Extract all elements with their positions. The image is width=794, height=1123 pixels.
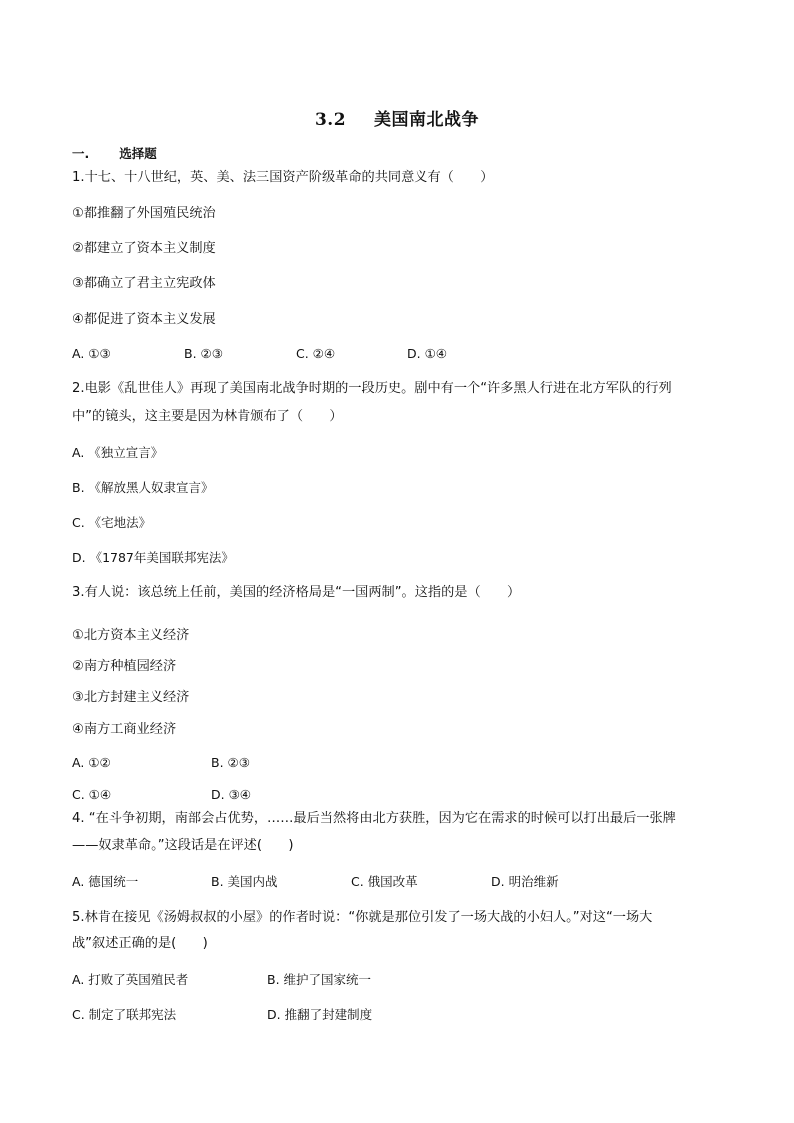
section-heading (72, 145, 157, 163)
q1-option-d: D. ①④ (407, 346, 447, 361)
section-text: 选择题 (119, 146, 157, 161)
q2-option-b: B. 《解放黑人奴隶宣言》 (72, 480, 214, 495)
q3-option-c: C. ①④ (72, 787, 112, 802)
q4-stem-line-2: ——奴隶革命。”这段话是在评述( ) (72, 838, 294, 853)
q5-stem-line-1: 5.林肯在接见《汤姆叔叔的小屋》的作者时说：“你就是那位引发了一场大战的小妇人。”对这“一场大 (72, 910, 653, 925)
q3-item-1: ①北方资本主义经济 (72, 628, 190, 643)
q3-item-2: ②南方种植园经济 (72, 659, 177, 674)
q5-option-d: D. 推翻了封建制度 (267, 1007, 373, 1022)
q4-option-c: C. 俄国改革 (351, 874, 418, 889)
q3-item-3: ③北方封建主义经济 (72, 690, 190, 705)
q4-option-b: B. 美国内战 (211, 874, 278, 889)
q1-option-c: C. ②④ (296, 346, 336, 361)
q2-option-d: D. 《1787年美国联邦宪法》 (72, 550, 234, 565)
q3-option-d: D. ③④ (211, 787, 251, 802)
q3-option-b: B. ②③ (211, 755, 250, 770)
q3-stem: 3.有人说：该总统上任前，美国的经济格局是“一国两制”。这指的是（ ） (72, 585, 521, 600)
q1-option-b: B. ②③ (184, 346, 223, 361)
q5-option-a: A. 打败了英国殖民者 (72, 972, 189, 987)
q1-item-2: ②都建立了资本主义制度 (72, 241, 216, 256)
q1-item-1: ①都推翻了外国殖民统治 (72, 206, 216, 221)
q3-option-a: A. ①② (72, 755, 111, 770)
q2-option-a: A. 《独立宣言》 (72, 445, 164, 460)
page-title (0, 105, 794, 130)
q5-option-c: C. 制定了联邦宪法 (72, 1007, 177, 1022)
q3-item-4: ④南方工商业经济 (72, 722, 177, 737)
q2-stem-line-2: 中”的镜头，这主要是因为林肯颁布了（ ） (72, 409, 343, 424)
q4-stem-line-1: 4. “在斗争初期，南部会占优势，……最后当然将由北方获胜，因为它在需求的时候可以打出最后一张牌 (72, 811, 676, 826)
q4-option-a: A. 德国统一 (72, 874, 139, 889)
section-number: 一. (72, 146, 90, 161)
q5-stem-line-2: 战”叙述正确的是( ) (72, 936, 208, 951)
q1-item-4: ④都促进了资本主义发展 (72, 312, 216, 327)
title-number: 3.2 (314, 110, 347, 130)
q4-option-d: D. 明治维新 (491, 874, 559, 889)
q2-option-c: C. 《宅地法》 (72, 515, 152, 530)
q1-stem: 1.十七、十八世纪，英、美、法三国资产阶级革命的共同意义有（ ） (72, 170, 494, 185)
q1-item-3: ③都确立了君主立宪政体 (72, 276, 216, 291)
q1-option-a: A. ①③ (72, 346, 111, 361)
q5-option-b: B. 维护了国家统一 (267, 972, 372, 987)
title-text: 美国南北战争 (374, 110, 480, 130)
q2-stem-line-1: 2.电影《乱世佳人》再现了美国南北战争时期的一段历史。剧中有一个“许多黑人行进在北方军队的行列 (72, 381, 672, 396)
